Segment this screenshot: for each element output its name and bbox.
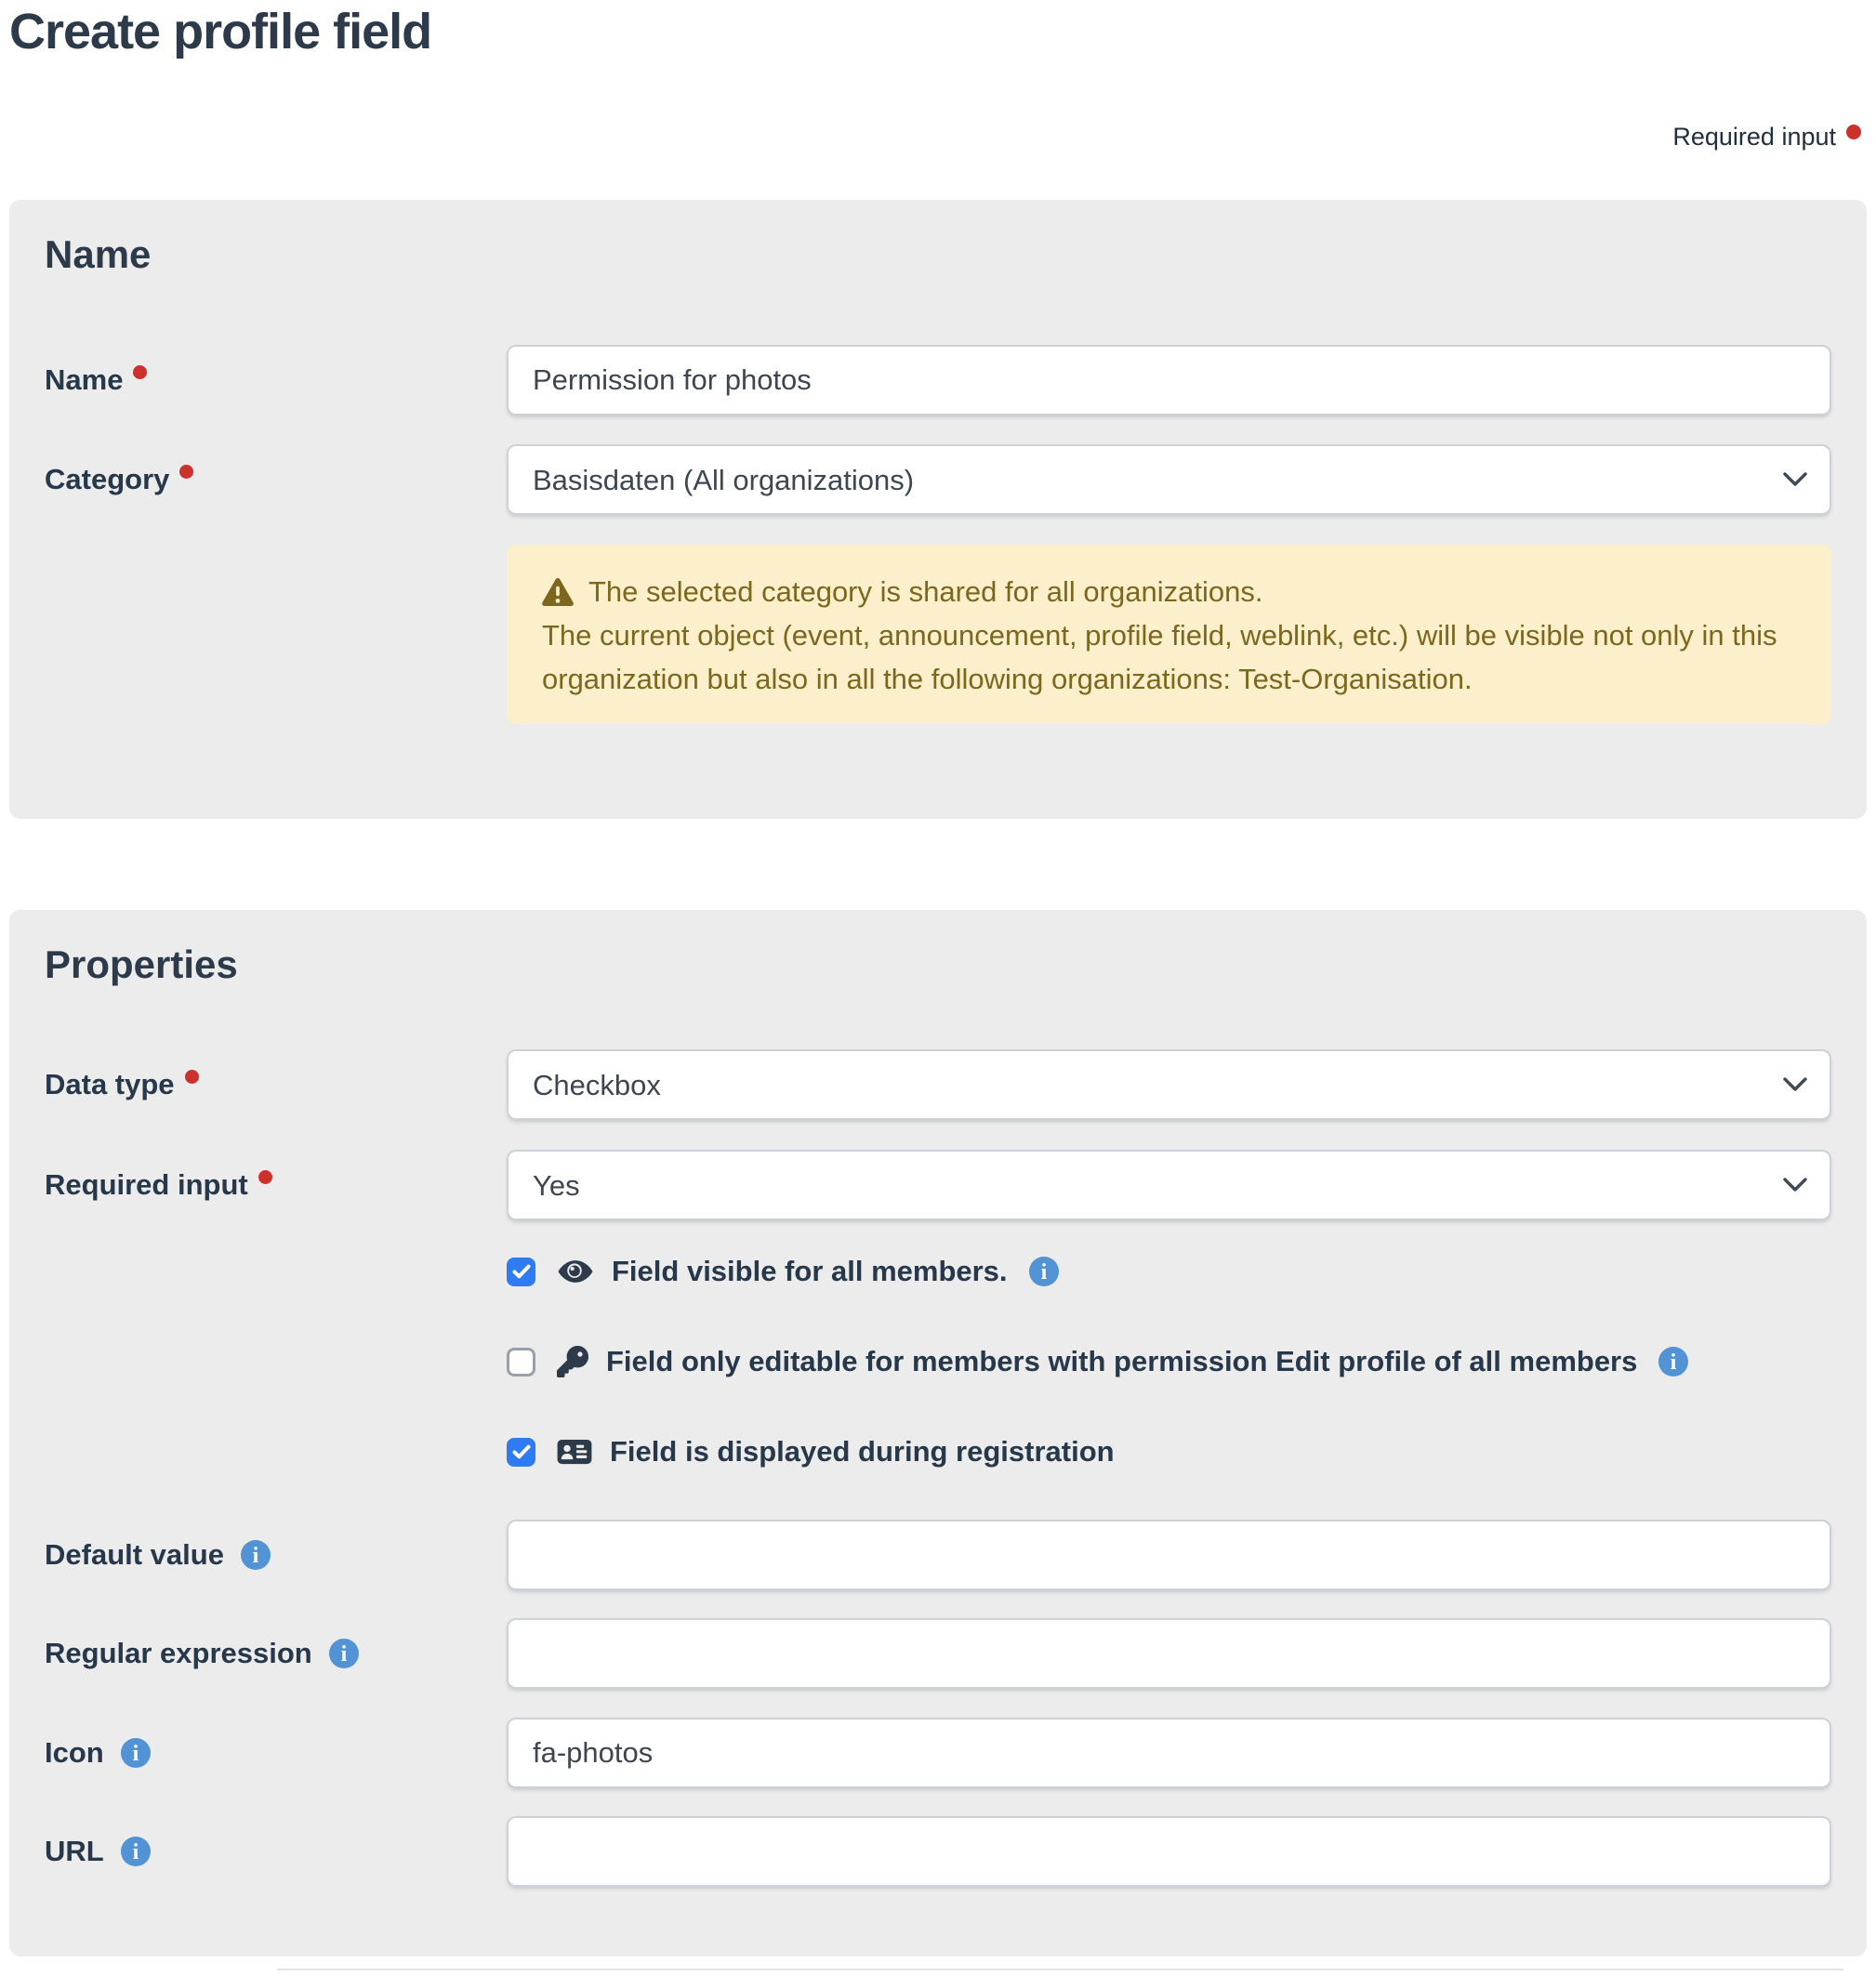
required-input-label: Required input bbox=[45, 1167, 507, 1203]
name-field-label: Name bbox=[45, 362, 507, 398]
required-input-legend-text: Required input bbox=[1672, 123, 1836, 151]
url-field-row bbox=[45, 1816, 1831, 1887]
editable-checkbox[interactable] bbox=[507, 1348, 535, 1377]
warning-line-2: The current object (event, announcement, profile field, weblink, etc.) will be visible not only in this organization but also in all the following organizations: Test-Organisation. bbox=[542, 619, 1777, 695]
svg-text:i: i bbox=[132, 1840, 139, 1864]
name-field-row bbox=[45, 345, 1831, 415]
required-input-field-row bbox=[45, 1150, 1831, 1220]
warning-line-1: The selected category is shared for all organizations. bbox=[588, 575, 1263, 608]
category-field-row bbox=[45, 444, 1831, 515]
displayed-during-registration-row bbox=[507, 1429, 1831, 1475]
required-dot-icon bbox=[179, 465, 193, 479]
icon-field-row bbox=[45, 1718, 1831, 1788]
icon-input[interactable] bbox=[507, 1718, 1831, 1788]
properties-section-heading: Properties bbox=[45, 942, 238, 986]
svg-text:i: i bbox=[1040, 1260, 1047, 1284]
info-icon[interactable] bbox=[120, 1836, 152, 1867]
page-title: Create profile field bbox=[9, 4, 432, 59]
properties-section bbox=[9, 910, 1867, 1956]
visible-checkbox[interactable] bbox=[507, 1258, 535, 1286]
required-input-select[interactable] bbox=[507, 1150, 1831, 1220]
id-card-icon bbox=[557, 1438, 592, 1466]
editable-with-permission-row bbox=[507, 1338, 1831, 1385]
category-select[interactable] bbox=[507, 444, 1831, 515]
regular-expression-label: Regular expression i bbox=[45, 1636, 507, 1671]
default-value-input[interactable] bbox=[507, 1520, 1831, 1590]
warning-triangle-icon bbox=[542, 577, 574, 607]
data-type-label: Data type bbox=[45, 1067, 507, 1102]
data-type-field-row bbox=[45, 1049, 1831, 1120]
svg-text:i: i bbox=[1671, 1350, 1677, 1375]
url-input[interactable] bbox=[507, 1816, 1831, 1887]
name-section-heading: Name bbox=[45, 232, 152, 276]
regular-expression-field-row bbox=[45, 1618, 1831, 1689]
info-icon[interactable] bbox=[1658, 1346, 1689, 1377]
eye-icon bbox=[557, 1258, 594, 1285]
registration-checkbox[interactable] bbox=[507, 1438, 535, 1467]
visible-for-all-members-row bbox=[507, 1248, 1831, 1295]
data-type-select[interactable] bbox=[507, 1049, 1831, 1120]
key-icon bbox=[557, 1346, 588, 1377]
required-dot-icon bbox=[1846, 125, 1861, 139]
required-input-legend bbox=[0, 121, 1861, 152]
info-icon[interactable] bbox=[328, 1638, 360, 1669]
info-icon[interactable] bbox=[1028, 1256, 1060, 1287]
editable-checkbox-label: Field only editable for members with permission Edit profile of all members bbox=[606, 1345, 1638, 1377]
next-section-top-edge bbox=[277, 1969, 1843, 1970]
registration-checkbox-label: Field is displayed during registration bbox=[610, 1435, 1115, 1468]
info-icon[interactable] bbox=[120, 1737, 152, 1769]
name-section bbox=[9, 200, 1867, 819]
required-dot-icon bbox=[185, 1070, 199, 1084]
visible-checkbox-label: Field visible for all members. bbox=[612, 1255, 1008, 1287]
required-dot-icon bbox=[258, 1170, 272, 1184]
svg-text:i: i bbox=[252, 1544, 259, 1568]
required-dot-icon bbox=[133, 365, 147, 379]
svg-text:i: i bbox=[340, 1642, 348, 1666]
regular-expression-input[interactable] bbox=[507, 1618, 1831, 1689]
category-field-label: Category bbox=[45, 462, 507, 497]
info-icon[interactable] bbox=[240, 1539, 271, 1571]
shared-category-warning bbox=[507, 545, 1831, 724]
name-input[interactable] bbox=[507, 345, 1831, 415]
url-label: URL i bbox=[45, 1834, 507, 1869]
icon-label: Icon i bbox=[45, 1735, 507, 1771]
svg-text:i: i bbox=[132, 1742, 139, 1766]
default-value-field-row bbox=[45, 1520, 1831, 1590]
default-value-label: Default value i bbox=[45, 1537, 507, 1573]
